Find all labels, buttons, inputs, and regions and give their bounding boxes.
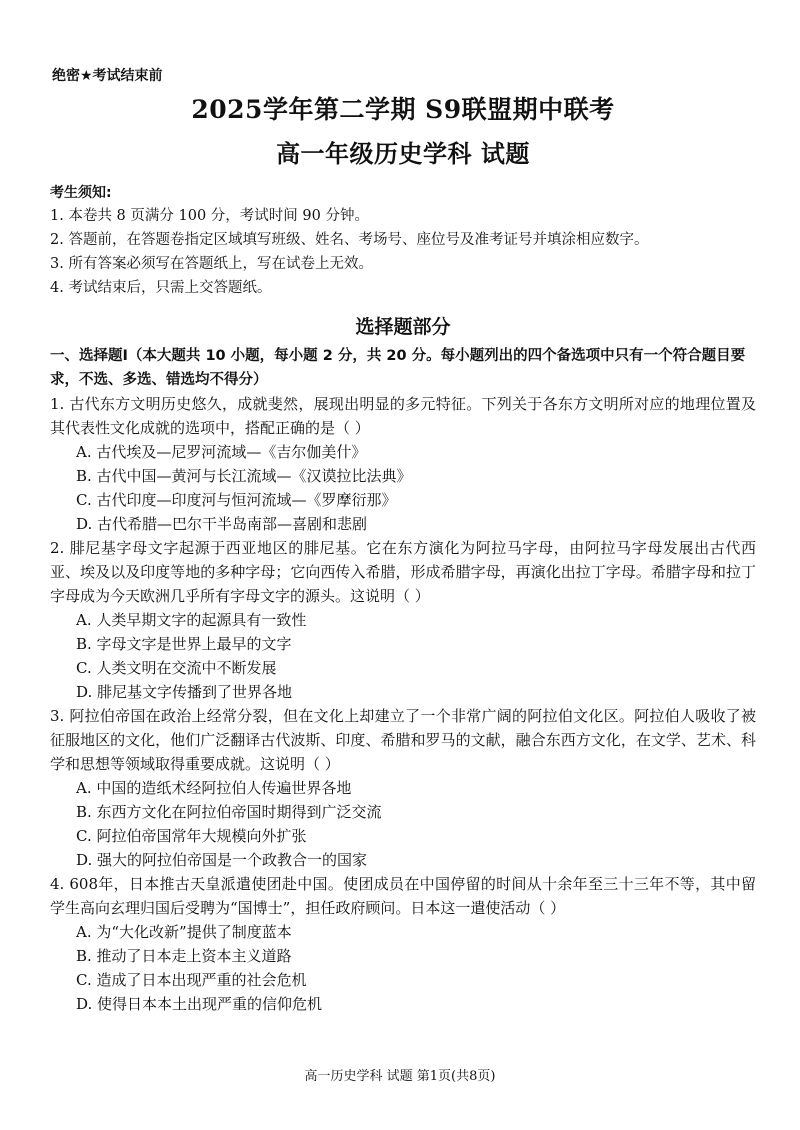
question-stem: 1. 古代东方文明历史悠久，成就斐然，展现出明显的多元特征。下列关于各东方文明所对应的地理位置及其代表性文化成就的选项中，搭配正确的是（ ） — [50, 395, 756, 437]
section-title: 选择题部分 — [355, 316, 451, 338]
question-stem: 2. 腓尼基字母文字起源于西亚地区的腓尼基。它在东方演化为阿拉马字母，由阿拉马字母发展出古代西亚、埃及以及印度等地的多种字母；它向西传入希腊，形成希腊字母，再演化出拉丁字母。希腊字母和拉丁字母成为今天欧洲几乎所有字母文字的源头。这说明（ ） — [50, 539, 756, 605]
option-b: B. 东西方文化在阿拉伯帝国时期得到广泛交流 — [76, 803, 382, 821]
option-c: C. 人类文明在交流中不断发展 — [76, 659, 277, 677]
option-d: D. 使得日本本土出现严重的信仰危机 — [76, 995, 323, 1013]
notice-heading: 考生须知: — [50, 185, 112, 201]
notice-item: 3. 所有答案必须写在答题纸上，写在试卷上无效。 — [50, 256, 373, 272]
question-2 — [50, 536, 756, 704]
question-1 — [50, 392, 756, 536]
part-heading: 一、选择题Ⅰ（本大题共 10 小题，每小题 2 分，共 20 分。每小题列出的四个备选项中只有一个符合题目要求，不选、多选、错选均不得分） — [50, 348, 746, 388]
option-d: D. 强大的阿拉伯帝国是一个政教合一的国家 — [76, 851, 368, 869]
option-a: A. 古代埃及—尼罗河流域—《吉尔伽美什》 — [76, 443, 367, 461]
notice-item: 1. 本卷共 8 页满分 100 分，考试时间 90 分钟。 — [50, 208, 369, 224]
notice-item: 2. 答题前，在答题卷指定区域填写班级、姓名、考场号、座位号及准考证号并填涂相应数字。 — [50, 232, 649, 248]
exam-subtitle: 高一年级历史学科 试题 — [276, 139, 530, 168]
option-b: B. 字母文字是世界上最早的文字 — [76, 635, 292, 653]
page-footer: 高一历史学科 试题 第1页(共8页) — [304, 1069, 496, 1084]
notice-block — [50, 182, 756, 300]
option-c: C. 造成了日本出现严重的社会危机 — [76, 971, 307, 989]
option-d: D. 腓尼基文字传播到了世界各地 — [76, 683, 293, 701]
option-b: B. 古代中国—黄河与长江流域—《汉谟拉比法典》 — [76, 467, 412, 485]
option-a: A. 人类早期文字的起源具有一致性 — [76, 611, 307, 629]
exam-title: 2025学年第二学期 S9联盟期中联考 — [191, 95, 615, 124]
option-a: A. 中国的造纸术经阿拉伯人传遍世界各地 — [76, 779, 352, 797]
option-b: B. 推动了日本走上资本主义道路 — [76, 947, 292, 965]
question-stem: 3. 阿拉伯帝国在政治上经常分裂，但在文化上却建立了一个非常广阔的阿拉伯文化区。阿拉伯人吸收了被征服地区的文化，他们广泛翻译古代波斯、印度、希腊和罗马的文献，融合东西方文化，在文学、艺术、科学和思想等领域取得重要成就。这说明（ ） — [50, 707, 756, 773]
option-a: A. 为“大化改新”提供了制度蓝本 — [76, 923, 292, 941]
question-stem: 4. 608年，日本推古天皇派遣使团赴中国。使团成员在中国停留的时间从十余年至三十三年不等，其中留学生高向玄理归国后受聘为“国博士”，担任政府顾问。日本这一遣使活动（ ） — [50, 875, 756, 917]
question-4 — [50, 872, 756, 1016]
option-c: C. 古代印度—印度河与恒河流域—《罗摩衍那》 — [76, 491, 397, 509]
confidential-label: 绝密★考试结束前 — [52, 68, 163, 84]
notice-item: 4. 考试结束后，只需上交答题纸。 — [50, 280, 272, 296]
option-d: D. 古代希腊—巴尔干半岛南部—喜剧和悲剧 — [76, 515, 368, 533]
question-3 — [50, 704, 756, 872]
option-c: C. 阿拉伯帝国常年大规模向外扩张 — [76, 827, 307, 845]
